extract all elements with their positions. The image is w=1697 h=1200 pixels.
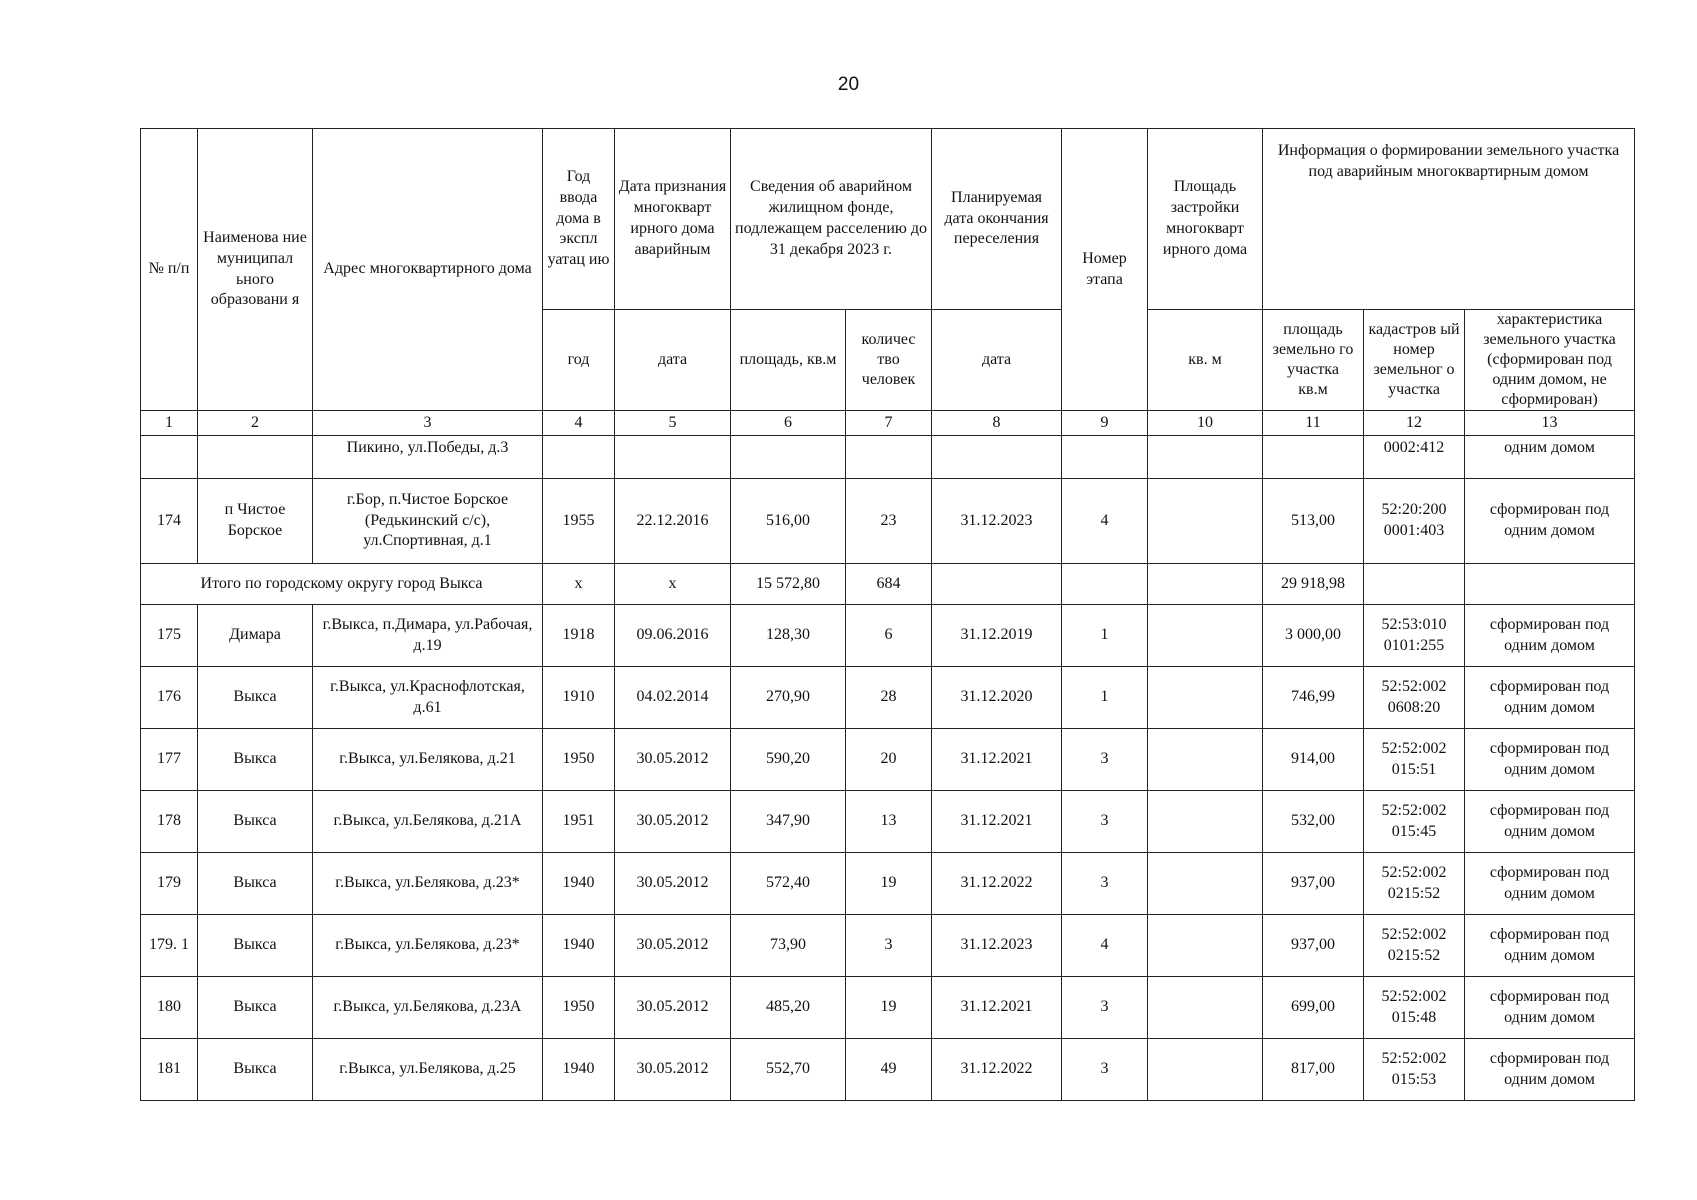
cell-recognized: 30.05.2012 [615,853,731,915]
cell-area: 552,70 [731,1039,846,1101]
cell-num: 179. 1 [141,915,198,977]
cell-land-area: 914,00 [1263,729,1364,791]
col-number: 10 [1148,411,1263,436]
cell-municipality: Выкса [198,791,313,853]
cell-municipality: Выкса [198,729,313,791]
unit-built-area: кв. м [1148,310,1263,411]
cell-municipality: п Чистое Борское [198,479,313,564]
table-row [141,977,1635,1039]
cell-people: 6 [846,605,932,667]
cell-people: 20 [846,729,932,791]
cell-cadastral: 52:52:002 0608:20 [1364,667,1465,729]
header-num: № п/п [141,129,198,411]
cell-built-area [1148,479,1263,564]
page-number: 20 [837,74,860,95]
cell-cadastral: 52:53:010 0101:255 [1364,605,1465,667]
col-number: 4 [543,411,615,436]
cell-year: 1918 [543,605,615,667]
cell-planned: 31.12.2022 [932,853,1062,915]
cell-address: г.Выкса, ул.Белякова, д.23* [313,915,543,977]
cell-planned: 31.12.2021 [932,791,1062,853]
table-row [141,479,1635,564]
cell-stage: 3 [1062,791,1148,853]
cell-stage: 1 [1062,605,1148,667]
cell-year: 1951 [543,791,615,853]
cell-stage: 4 [1062,915,1148,977]
header-land-area-label: площадь земельно го участка [1272,321,1354,378]
unit-people: количес тво человек [846,310,932,411]
cell-planned: 31.12.2023 [932,915,1062,977]
cell-area: 128,30 [731,605,846,667]
cell-area: 270,90 [731,667,846,729]
cell-stage: 4 [1062,479,1148,564]
table-row [141,729,1635,791]
cell-built-area [1148,667,1263,729]
cell-cadastral: 0002:412 [1364,436,1465,479]
total-people: 684 [846,564,932,605]
unit-area: площадь, кв.м [731,310,846,411]
cell-land-area: 699,00 [1263,977,1364,1039]
table-row [141,605,1635,667]
cell-built-area [1148,791,1263,853]
cell-cadastral: 52:20:200 0001:403 [1364,479,1465,564]
total-row [141,564,1635,605]
cell-stage: 1 [1062,667,1148,729]
cell-num: 178 [141,791,198,853]
table-row [141,791,1635,853]
cell-characteristic: сформирован под одним домом [1465,977,1635,1039]
total-land-area: 29 918,98 [1263,564,1364,605]
cell-cadastral: 52:52:002 015:53 [1364,1039,1465,1101]
cell-address: г.Выкса, ул.Белякова, д.25 [313,1039,543,1101]
cell-land-area: 746,99 [1263,667,1364,729]
col-number: 8 [932,411,1062,436]
cell-planned: 31.12.2021 [932,977,1062,1039]
header-land-area [1263,310,1364,411]
total-recognized: х [615,564,731,605]
cell-recognized: 09.06.2016 [615,605,731,667]
cell-planned: 31.12.2022 [932,1039,1062,1101]
cell-characteristic: сформирован под одним домом [1465,853,1635,915]
cell-year: 1940 [543,915,615,977]
cell-num: 174 [141,479,198,564]
cell-characteristic: сформирован под одним домом [1465,915,1635,977]
cell-people: 19 [846,977,932,1039]
housing-relocation-table [140,128,1635,1101]
cell-recognized: 04.02.2014 [615,667,731,729]
cell-num: 179 [141,853,198,915]
table-row [141,1039,1635,1101]
cell-stage: 3 [1062,853,1148,915]
table-row [141,853,1635,915]
cell-year: 1950 [543,729,615,791]
header-year: Год ввода дома в экспл уатац ию [543,129,615,310]
cell-built-area [1148,915,1263,977]
cell-address: г.Выкса, ул.Краснофлотская, д.61 [313,667,543,729]
cell-municipality: Выкса [198,915,313,977]
header-recognized: Дата признания многокварт ирного дома аварийным [615,129,731,310]
cell-characteristic: сформирован под одним домом [1465,791,1635,853]
header-address: Адрес многоквартирного дома [313,129,543,411]
cell-planned: 31.12.2021 [932,729,1062,791]
cell-people: 13 [846,791,932,853]
cell-municipality: Выкса [198,977,313,1039]
cell-recognized: 30.05.2012 [615,1039,731,1101]
col-number: 7 [846,411,932,436]
cell-cadastral: 52:52:002 015:51 [1364,729,1465,791]
cell-people: 3 [846,915,932,977]
cell-year: 1940 [543,853,615,915]
header-stage: Номер этапа [1062,129,1148,411]
unit-date: дата [615,310,731,411]
cell-address: г.Бор, п.Чистое Борское (Редькинский с/с), ул.Спортивная, д.1 [313,479,543,564]
cell-characteristic: одним домом [1465,436,1635,479]
cell-municipality: Выкса [198,853,313,915]
col-number: 13 [1465,411,1635,436]
cell-planned: 31.12.2019 [932,605,1062,667]
cell-area: 590,20 [731,729,846,791]
cell-characteristic: сформирован под одним домом [1465,605,1635,667]
cell-municipality: Выкса [198,1039,313,1101]
col-number: 11 [1263,411,1364,436]
cell-address: г.Выкса, ул.Белякова, д.21 [313,729,543,791]
cell-land-area: 3 000,00 [1263,605,1364,667]
column-numbers-row [141,411,1635,436]
cell-recognized: 30.05.2012 [615,729,731,791]
cell-area: 347,90 [731,791,846,853]
cell-num: 181 [141,1039,198,1101]
cell-stage: 3 [1062,729,1148,791]
cell-built-area [1148,977,1263,1039]
cell-recognized: 30.05.2012 [615,977,731,1039]
cell-area: 485,20 [731,977,846,1039]
col-number: 9 [1062,411,1148,436]
cell-recognized: 30.05.2012 [615,915,731,977]
header-municipality: Наименова ние муниципал ьного образовани я [198,129,313,411]
cell-address: г.Выкса, п.Димара, ул.Рабочая, д.19 [313,605,543,667]
cell-characteristic: сформирован под одним домом [1465,667,1635,729]
cell-planned: 31.12.2020 [932,667,1062,729]
cell-year: 1955 [543,479,615,564]
cell-address: Пикино, ул.Победы, д.3 [313,436,543,479]
cell-stage: 3 [1062,1039,1148,1101]
cell-cadastral: 52:52:002 015:45 [1364,791,1465,853]
cell-land-area: 532,00 [1263,791,1364,853]
header-cadastral: кадастров ый номер земельног о участка [1364,310,1465,411]
header-built-area: Площадь застройки многокварт ирного дома [1148,129,1263,310]
col-number: 5 [615,411,731,436]
total-label: Итого по городскому округу город Выкса [141,564,543,605]
cell-cadastral: 52:52:002 0215:52 [1364,915,1465,977]
col-number: 2 [198,411,313,436]
header-characteristic: характеристика земельного участка (сформирован под одним домом, не сформирован) [1465,310,1635,411]
unit-year: год [543,310,615,411]
col-number: 1 [141,411,198,436]
cell-land-area: 937,00 [1263,915,1364,977]
cell-address: г.Выкса, ул.Белякова, д.23* [313,853,543,915]
cell-built-area [1148,1039,1263,1101]
header-emergency-fund: Сведения об аварийном жилищном фонде, подлежащем расселению до 31 декабря 2023 г. [731,129,932,310]
header-land-info: Информация о формировании земельного участка под аварийным многоквартирным домом [1263,129,1635,310]
cell-area: 73,90 [731,915,846,977]
header-planned-date: Планируемая дата окончания переселения [932,129,1062,310]
cell-land-area: 937,00 [1263,853,1364,915]
cell-people: 49 [846,1039,932,1101]
cell-people: 19 [846,853,932,915]
data-rows [141,605,1635,1101]
cell-cadastral: 52:52:002 015:48 [1364,977,1465,1039]
cell-land-area: 513,00 [1263,479,1364,564]
col-number: 3 [313,411,543,436]
cell-characteristic: сформирован под одним домом [1465,729,1635,791]
cell-num: 177 [141,729,198,791]
unit-land-area: кв.м [1298,381,1328,398]
cell-planned: 31.12.2023 [932,479,1062,564]
table-row-continued [141,436,1635,479]
cell-area: 516,00 [731,479,846,564]
cell-area: 572,40 [731,853,846,915]
unit-planned-date: дата [932,310,1062,411]
cell-people: 28 [846,667,932,729]
cell-address: г.Выкса, ул.Белякова, д.21А [313,791,543,853]
cell-characteristic: сформирован под одним домом [1465,479,1635,564]
cell-municipality: Выкса [198,667,313,729]
cell-recognized: 22.12.2016 [615,479,731,564]
cell-stage: 3 [1062,977,1148,1039]
cell-people: 23 [846,479,932,564]
header-row [141,129,1635,310]
cell-year: 1910 [543,667,615,729]
cell-recognized: 30.05.2012 [615,791,731,853]
cell-built-area [1148,853,1263,915]
cell-cadastral: 52:52:002 0215:52 [1364,853,1465,915]
cell-num: 176 [141,667,198,729]
total-year: х [543,564,615,605]
col-number: 6 [731,411,846,436]
cell-built-area [1148,605,1263,667]
cell-num: 175 [141,605,198,667]
col-number: 12 [1364,411,1465,436]
cell-built-area [1148,729,1263,791]
table-row [141,667,1635,729]
cell-characteristic: сформирован под одним домом [1465,1039,1635,1101]
cell-year: 1940 [543,1039,615,1101]
cell-land-area: 817,00 [1263,1039,1364,1101]
cell-municipality: Димара [198,605,313,667]
cell-address: г.Выкса, ул.Белякова, д.23А [313,977,543,1039]
total-area: 15 572,80 [731,564,846,605]
cell-year: 1950 [543,977,615,1039]
table-row [141,915,1635,977]
cell-num: 180 [141,977,198,1039]
